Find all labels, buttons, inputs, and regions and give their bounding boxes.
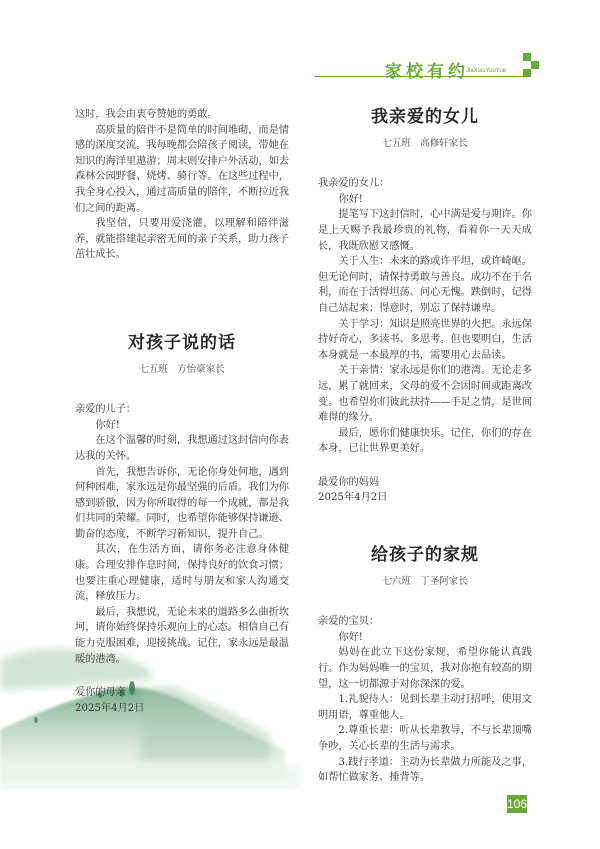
- salutation: 亲爱的宝贝：: [318, 616, 380, 628]
- date: 2025年4月2日: [75, 702, 145, 714]
- greeting: 你好!: [95, 419, 120, 431]
- paragraph: 首先，我想告诉你，无论你身处何地，遇到何种困难，家永远是你最坚强的后盾。我们为你感到骄傲，因为你所取得的每一个成就，都是我们共同的荣耀。同时，也希望你能够保持谦逊、勤奋的态度，不断学习新知识，提升自己。: [75, 466, 289, 540]
- left-column: [75, 107, 289, 716]
- paragraph: 妈妈在此立下这份家规，希望你能认真践行。作为妈妈唯一的宝贝，我对你抱有较高的期望，这一切都源于对你深深的爱。: [318, 647, 532, 690]
- paragraph: 关于学习：知识是照亮世界的火把。永远保持好奇心，多读书、多思考。但也要明白，生活本身就是一本最厚的书，需要用心去品读。: [318, 318, 532, 361]
- page-number: 106: [507, 797, 528, 811]
- paragraph: 提笔写下这封信时，心中满是爱与期许。你是上天赐予我最珍贵的礼物，看着你一天天成长，我既欣慰又感慨。: [318, 209, 532, 252]
- salutation: 我亲爱的女儿：: [318, 178, 390, 190]
- section-title: 家校有约: [385, 62, 469, 82]
- paragraph: 这时，我会由衷夸赞她的勇敢。: [75, 109, 218, 120]
- continued-text: [75, 107, 289, 263]
- section-pinyin: JiaXiaoYouYue: [466, 68, 507, 74]
- right-column: [318, 107, 532, 786]
- article-title: 对孩子说的话: [128, 332, 236, 353]
- paragraph: 最后，我想说，无论未来的道路多么曲折坎坷，请你始终保持乐观向上的心态。相信自己有能力克服困难，迎接挑战。记住，家永远是最温暖的港湾。: [75, 606, 289, 665]
- date: 2025年4月2日: [318, 492, 388, 504]
- article-family-rules: [318, 545, 532, 786]
- paragraph: 我坚信，只要用爱浇灌，以理解和陪伴滋养，就能搭建起亲密无间的亲子关系，助力孩子茁壮成长。: [75, 218, 289, 261]
- signature: 爱你的母亲: [75, 687, 126, 699]
- section-header: [0, 0, 600, 100]
- article-author: 七六班 丁圣阿家长: [382, 575, 468, 587]
- decor-square-icon: [523, 69, 531, 77]
- paragraph: 最后，愿你们健康快乐。记住，你们的存在本身，已让世界更美好。: [318, 427, 532, 455]
- paragraph: 在这个温馨的时刻，我想通过这封信向你表达我的关怀。: [75, 435, 289, 462]
- paragraph: 其次，在生活方面，请你务必注意身体健康。合理安排作息时间，保持良好的饮食习惯；也要注重心理健康，适时与朋友和家人沟通交流，释放压力。: [75, 544, 289, 603]
- article-author: 七五班 方怡豪家长: [139, 363, 225, 375]
- article-title: 我亲爱的女儿: [371, 107, 479, 127]
- rule-item: 2.尊重长辈：听从长辈教导，不与长辈顶嘴争吵，关心长辈的生活与需求。: [318, 725, 532, 752]
- article-author: 七五班 高修轩家长: [382, 137, 468, 149]
- paragraph: 关于人生：未来的路或许平坦，或许崎岖。但无论何时，请保持勇敢与善良。成功不在于名利，而在于活得坦荡、问心无愧。跌倒时，记得自己站起来；得意时，别忘了保持谦卑。: [318, 256, 532, 314]
- rule-item: 1.礼貌待人：见到长辈主动打招呼，使用文明用语，尊重他人。: [318, 694, 532, 721]
- salutation: 亲爱的儿子：: [75, 404, 137, 416]
- decor-square-icon: [523, 53, 531, 61]
- article-my-dear-daughter: [318, 107, 532, 506]
- greeting: 你好!: [338, 193, 363, 205]
- decor-square-icon: [531, 61, 539, 69]
- greeting: 你好!: [338, 631, 363, 643]
- rule-item: 3.践行孝道：主动为长辈做力所能及之事，如帮忙做家务、捶背等。: [318, 756, 532, 784]
- article-title: 给孩子的家规: [371, 545, 479, 566]
- signature: 最爱你的妈妈: [318, 476, 380, 488]
- article-letter-to-son: [75, 332, 289, 716]
- paragraph: 关于亲情：家永远是你们的港湾。无论走多远，累了就回来，父母的爱不会因时间或距离改变。也希望你们彼此扶持——手足之情，是世间难得的缘分。: [318, 365, 532, 424]
- paragraph: 高质量的陪伴不是简单的时间堆砌，而是情感的深度交流。我每晚都会陪孩子阅读，带她在知识的海洋里遨游；周末则安排户外活动，如去森林公园野餐、烧烤、骑行等。在这些过程中，我全身心投入，通过高质量的陪伴，不断拉近我们之间的距离。: [75, 124, 289, 214]
